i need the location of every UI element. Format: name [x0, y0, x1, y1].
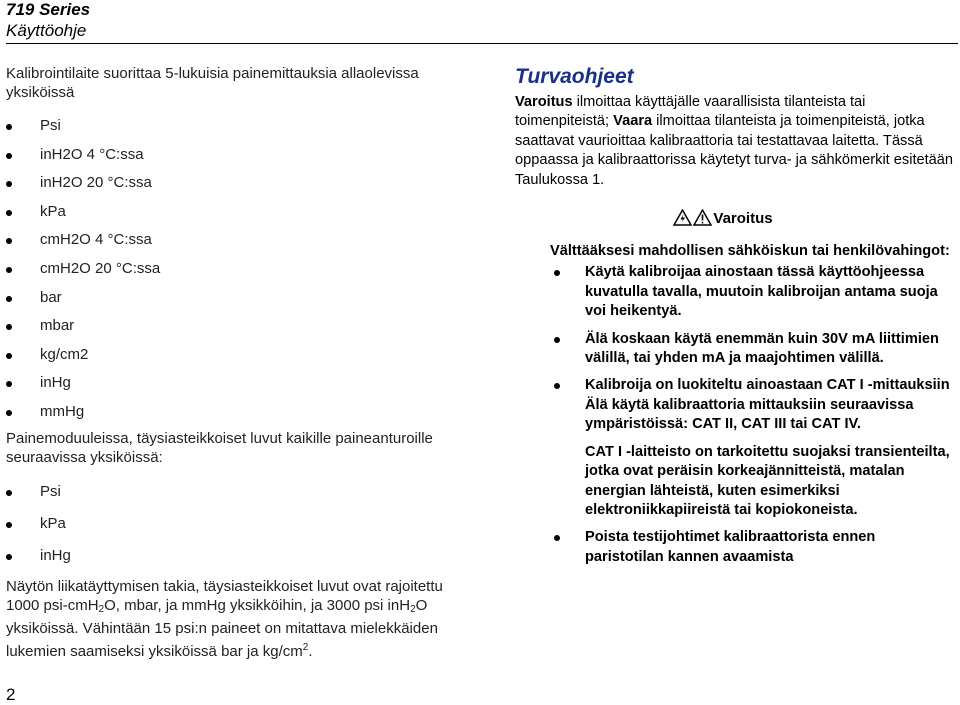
intro-text: ilmoittaa tilanteista ja toimenpiteistä, jotka saattavat vaurioittaa kalibraattoria tai testattavaa laitetta. Tässä oppaassa ja kalibraattorissa käytetyt turva- ja sähkömerkit esitetään Taulukossa 1.	[515, 113, 954, 188]
list-item: mbar	[6, 313, 466, 342]
units-list	[6, 113, 466, 428]
list-item: Käytä kalibroijaa ainostaan tässä käyttöohjeessa kuvatulla tavalla, muutoin kalibroijan antama suoja voi heikentyä.	[550, 263, 955, 321]
warning-body	[550, 242, 955, 567]
danger-term: Vaara	[613, 113, 653, 130]
list-item: inH2O 4 °C:ssa	[6, 142, 466, 171]
lightning-warning-icon	[673, 209, 692, 232]
series-title: 719 Series	[6, 0, 91, 19]
intro-text: ilmoittaa käyttäjälle vaarallisista tilanteista tai toimenpiteistä;	[515, 94, 866, 130]
warning-term: Varoitus	[515, 94, 573, 110]
list-item: Älä koskaan käytä enemmän kuin 30V mA liittimien välillä, tai yhden mA ja maajohtimen välillä.	[550, 330, 955, 369]
list-item: Psi	[6, 477, 466, 509]
page-header	[6, 0, 956, 41]
list-item: cmH2O 4 °C:ssa	[6, 227, 466, 256]
warning-intro: Välttääksesi mahdollisen sähköiskun tai henkilövahingot:	[550, 243, 950, 260]
list-item: cmH2O 20 °C:ssa	[6, 256, 466, 285]
list-item: Psi	[6, 113, 466, 142]
list-item: bar	[6, 285, 466, 314]
module-units-list	[6, 477, 466, 573]
safety-intro	[515, 93, 955, 190]
list-item: kPa	[6, 199, 466, 228]
list-item: mmHg	[6, 399, 466, 428]
header-divider	[6, 43, 958, 44]
warning-heading	[491, 209, 955, 232]
list-item: inHg	[6, 370, 466, 399]
manual-subtitle: Käyttöohje	[6, 21, 87, 40]
units-intro: Kalibrointilaite suorittaa 5-lukuisia painemittauksia allaolevissa yksiköissä	[6, 65, 419, 101]
list-item: Poista testijohtimet kalibraattorista ennen paristotilan kannen avaamista	[550, 528, 955, 567]
list-item: CAT I -laitteisto on tarkoitettu suojaksi transienteilta, jotka ovat peräisin korkeajännitteistä, matalan energian lähteistä, kuten esimerkiksi elektroniikkapiireistä tai kopiokoneista.	[585, 443, 950, 518]
left-column	[6, 64, 466, 661]
list-item: kPa	[6, 509, 466, 541]
note-part: O, mbar, ja mmHg yksikköihin, ja 3000 psi inH	[104, 596, 411, 614]
warning-list	[550, 263, 955, 567]
note-part: O yksiköissä. Vähintään 15 psi:n paineet on mitattava mielekkäiden lukemien saamiseksi yksiköissä bar ja kg/cm	[6, 596, 438, 660]
caution-icon	[693, 209, 712, 232]
page-number: 2	[6, 685, 16, 704]
list-item: inH2O 20 °C:ssa	[6, 170, 466, 199]
note-subscript: 2	[410, 603, 416, 615]
warning-title: Varoitus	[713, 210, 773, 228]
note-superscript: 2	[302, 641, 309, 653]
overflow-note	[6, 577, 466, 661]
list-item: Kalibroija on luokiteltu ainoastaan CAT I -mittauksiin Älä käytä kalibraattoria mittauksiin seuraavissa ympäristöissä: CAT II, CAT III tai CAT IV.	[550, 376, 955, 434]
right-column	[515, 64, 955, 567]
note-part: Näytön liikatäyttymisen takia, täysiasteikkoiset luvut ovat rajoitettu 1000 psi-cmH	[6, 577, 443, 614]
list-item: inHg	[6, 541, 466, 573]
note-subscript: 2	[98, 603, 105, 615]
note-part: .	[308, 642, 313, 660]
list-item: kg/cm2	[6, 342, 466, 371]
module-units-text: Painemoduuleissa, täysiasteikkoiset luvut kaikille paineanturoille seuraavissa yksiköissä:	[6, 429, 433, 466]
safety-title: Turvaohjeet	[515, 65, 634, 88]
